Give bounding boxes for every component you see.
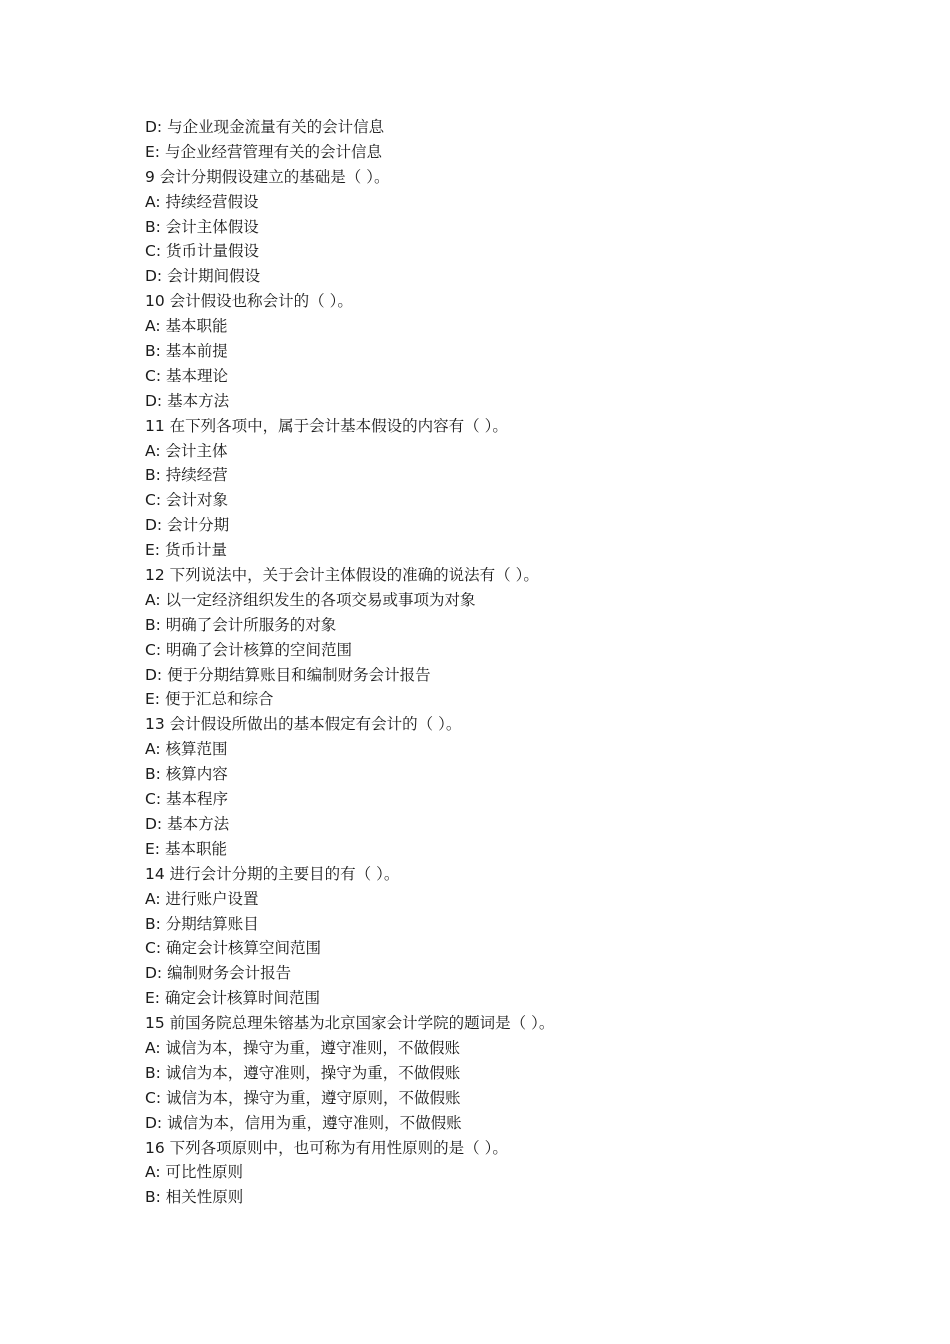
- question-text: 13 会计假设所做出的基本假定有会计的（ ）。: [145, 715, 462, 734]
- option-text: A: 核算范围: [145, 740, 228, 759]
- option-text: B: 分期结算账目: [145, 914, 259, 933]
- option-text: C: 基本程序: [145, 790, 228, 809]
- question-list: [145, 115, 845, 1210]
- option-text: A: 持续经营假设: [145, 192, 259, 211]
- option-text: D: 会计分期: [145, 516, 230, 535]
- option-text: E: 货币计量: [145, 541, 227, 560]
- option-text: A: 以一定经济组织发生的各项交易或事项为对象: [145, 590, 476, 609]
- option-text: D: 基本方法: [145, 391, 230, 410]
- option-text: E: 基本职能: [145, 839, 227, 858]
- option-text: D: 会计期间假设: [145, 267, 261, 286]
- option-text: C: 会计对象: [145, 491, 228, 510]
- option-text: B: 诚信为本，遵守准则，操守为重，不做假账: [145, 1063, 461, 1082]
- option-text: B: 核算内容: [145, 765, 228, 784]
- option-text: B: 基本前提: [145, 342, 228, 361]
- option-text: A: 可比性原则: [145, 1163, 243, 1182]
- option-text: C: 货币计量假设: [145, 242, 259, 261]
- option-text: C: 基本理论: [145, 366, 228, 385]
- question-text: 11 在下列各项中，属于会计基本假设的内容有（ ）。: [145, 416, 508, 435]
- option-text: E: 确定会计核算时间范围: [145, 989, 320, 1008]
- option-text: D: 编制财务会计报告: [145, 964, 292, 983]
- option-text: E: 与企业经营管理有关的会计信息: [145, 142, 382, 161]
- question-text: 9 会计分期假设建立的基础是（ ）。: [145, 167, 390, 186]
- option-text: A: 会计主体: [145, 441, 228, 460]
- option-text: A: 诚信为本，操守为重，遵守准则，不做假账: [145, 1038, 460, 1057]
- option-text: A: 进行账户设置: [145, 889, 259, 908]
- option-text: D: 与企业现金流量有关的会计信息: [145, 118, 385, 136]
- option-text: B: 持续经营: [145, 466, 228, 485]
- question-text: 16 下列各项原则中，也可称为有用性原则的是（ ）。: [145, 1138, 508, 1157]
- option-text: D: 诚信为本，信用为重，遵守准则，不做假账: [145, 1113, 462, 1132]
- option-text: D: 便于分期结算账目和编制财务会计报告: [145, 665, 431, 684]
- question-text: 14 进行会计分期的主要目的有（ ）。: [145, 864, 400, 883]
- option-text: C: 诚信为本，操守为重，遵守原则，不做假账: [145, 1088, 461, 1107]
- question-text: 15 前国务院总理朱镕基为北京国家会计学院的题词是（ ）。: [145, 1014, 555, 1033]
- question-text: 12 下列说法中，关于会计主体假设的准确的说法有（ ）。: [145, 566, 539, 585]
- option-text: C: 确定会计核算空间范围: [145, 939, 321, 958]
- option-text: B: 会计主体假设: [145, 217, 259, 236]
- option-text: B: 相关性原则: [145, 1188, 244, 1207]
- question-text: 10 会计假设也称会计的（ ）。: [145, 292, 353, 311]
- option-text: C: 明确了会计核算的空间范围: [145, 640, 352, 659]
- option-text: A: 基本职能: [145, 317, 228, 336]
- option-text: D: 基本方法: [145, 814, 230, 833]
- option-text: E: 便于汇总和综合: [145, 690, 274, 709]
- option-text: B: 明确了会计所服务的对象: [145, 615, 337, 634]
